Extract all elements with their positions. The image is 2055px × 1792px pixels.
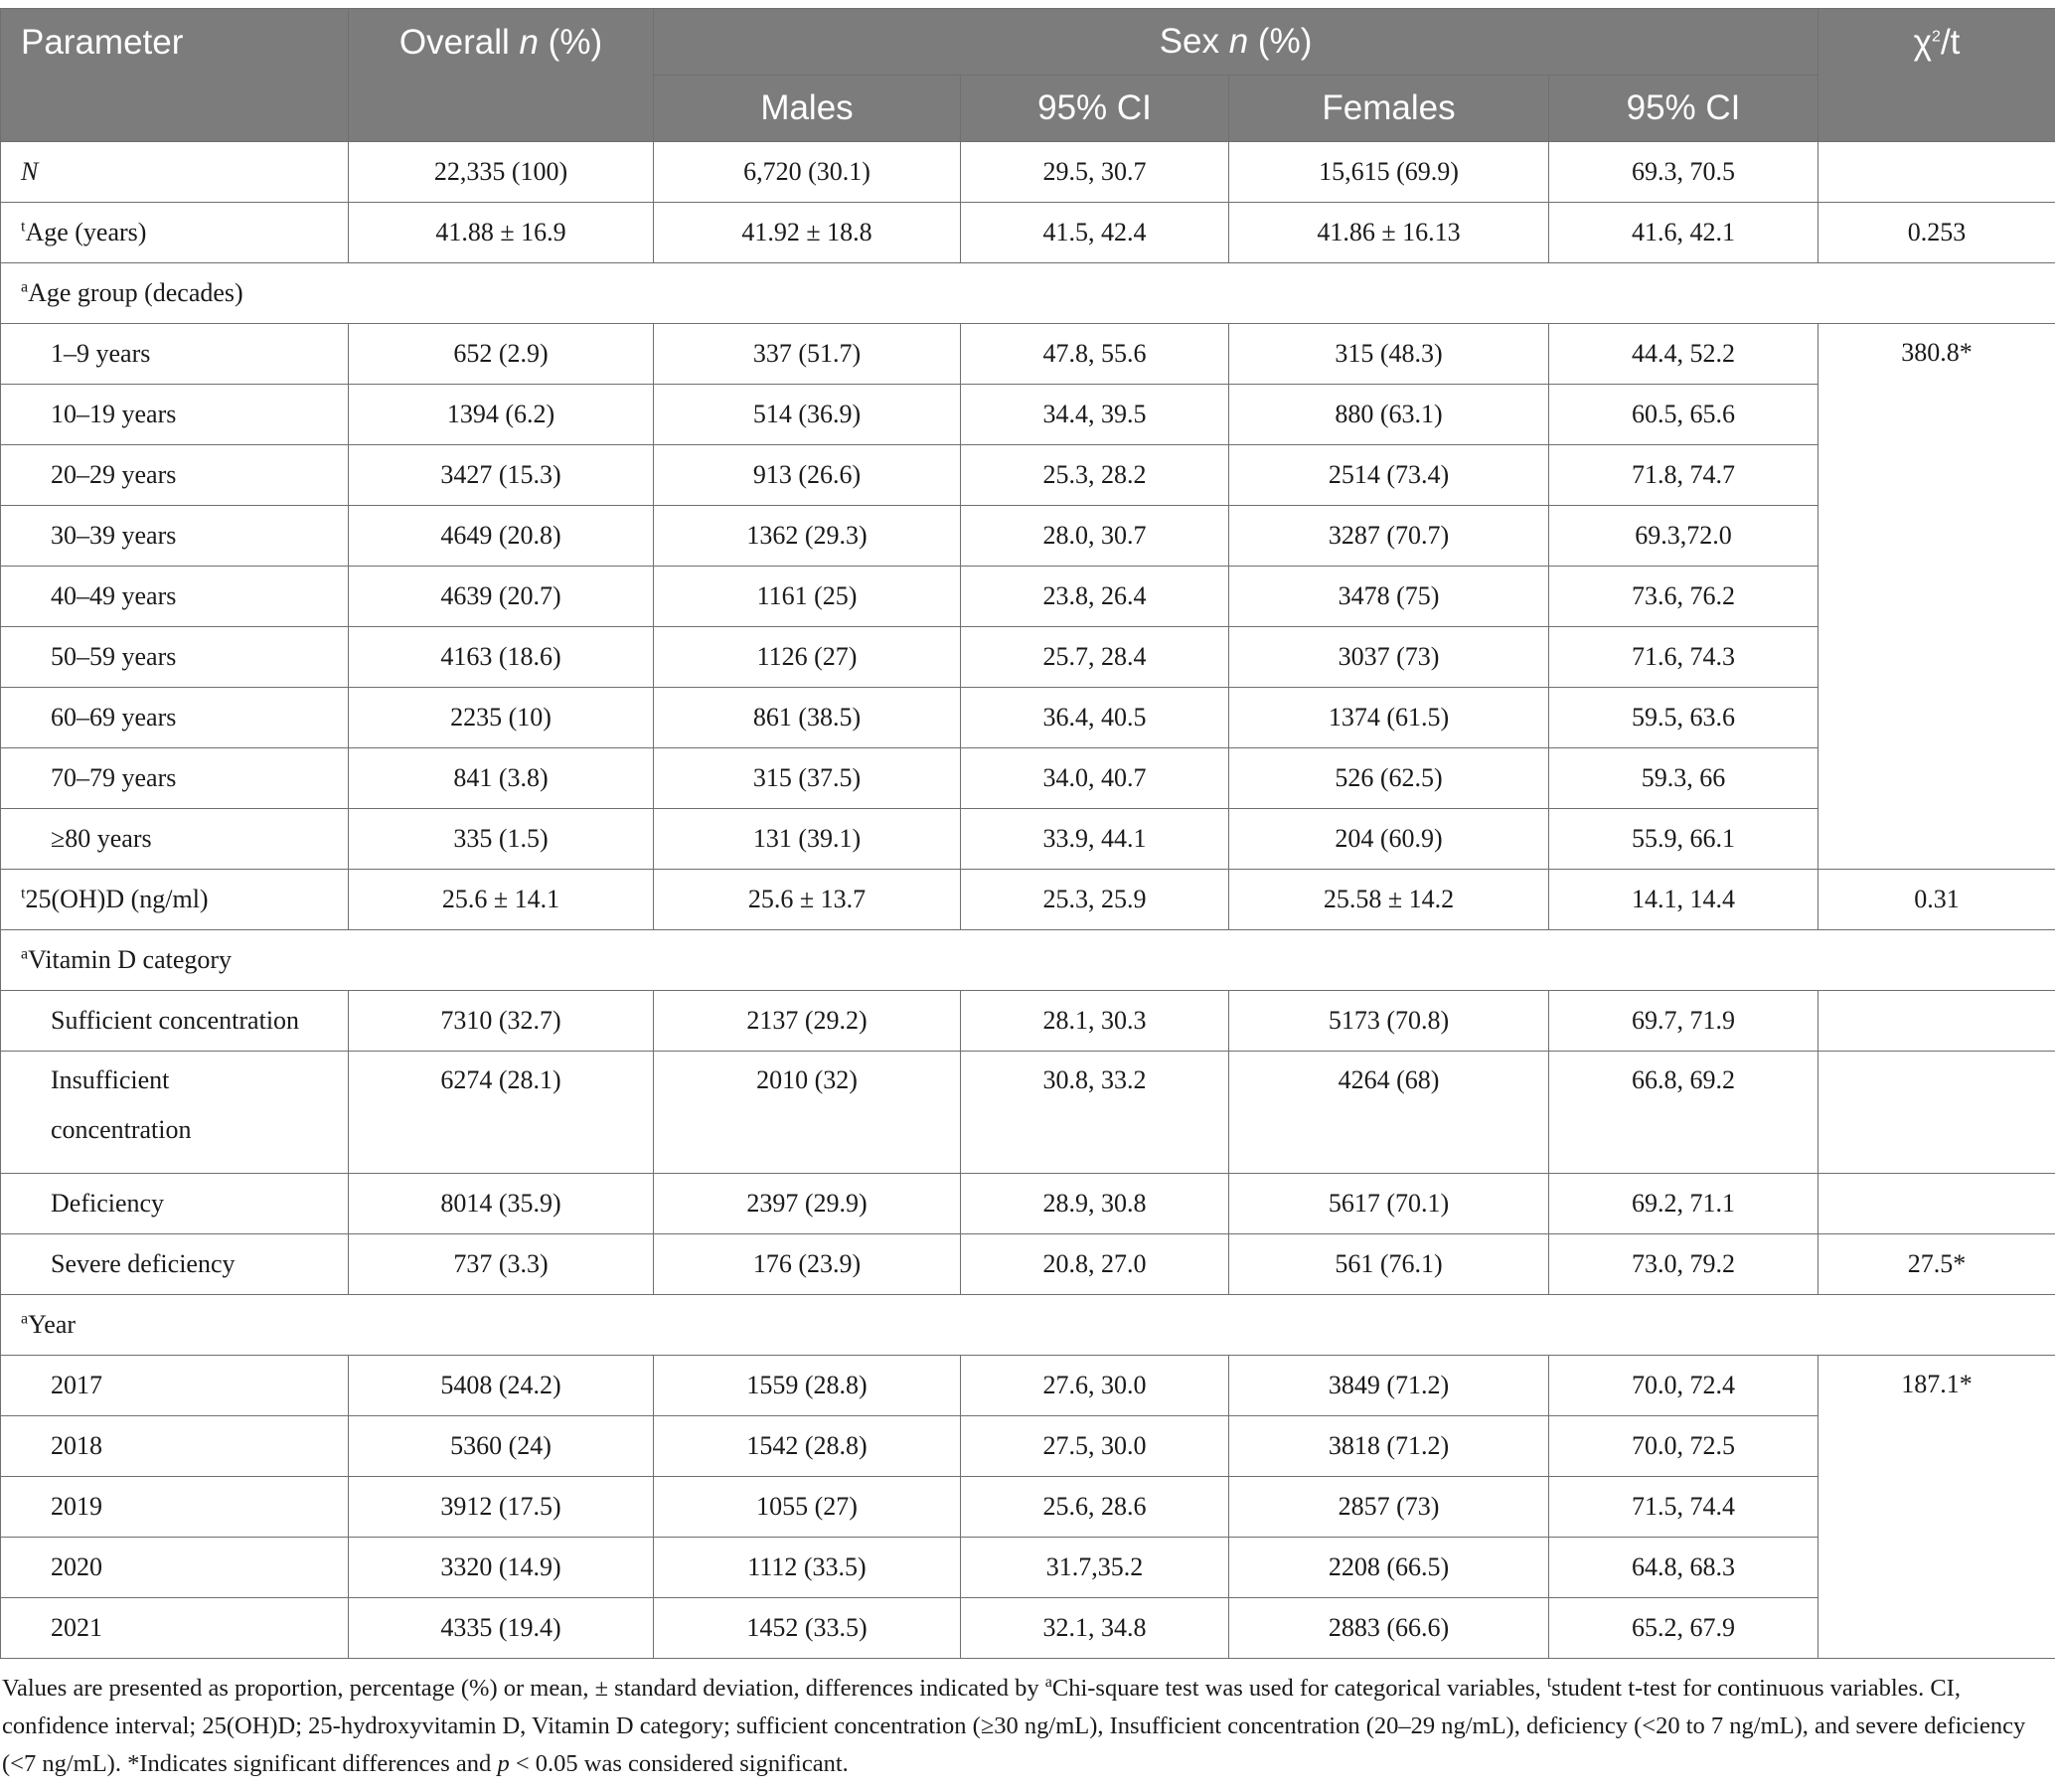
cell-ci-males: 41.5, 42.4 bbox=[961, 203, 1229, 263]
table-header bbox=[1, 9, 2055, 142]
cell-females: 4264 (68) bbox=[1229, 1052, 1549, 1174]
row-label: 60–69 years bbox=[1, 688, 349, 748]
section-label: $^a$Year bbox=[1, 1295, 2055, 1356]
row-label: 2021 bbox=[1, 1598, 349, 1659]
header-parameter: Parameter bbox=[1, 9, 349, 142]
cell-males: 176 (23.9) bbox=[654, 1234, 961, 1295]
cell-males: 1161 (25) bbox=[654, 567, 961, 627]
cell-ci-females: 66.8, 69.2 bbox=[1549, 1052, 1818, 1174]
cell-females: 5173 (70.8) bbox=[1229, 991, 1549, 1052]
row-label: ≥80 years bbox=[1, 809, 349, 870]
cell-ci-males: 23.8, 26.4 bbox=[961, 567, 1229, 627]
cell-ci-females: 73.6, 76.2 bbox=[1549, 567, 1818, 627]
cell-males: 1559 (28.8) bbox=[654, 1356, 961, 1416]
cell-overall: 8014 (35.9) bbox=[349, 1174, 654, 1234]
table-row bbox=[1, 870, 2055, 930]
cell-females: 2208 (66.5) bbox=[1229, 1538, 1549, 1598]
cell-ci-males: 29.5, 30.7 bbox=[961, 142, 1229, 203]
row-label: 1–9 years bbox=[1, 324, 349, 385]
cell-ci-females: 73.0, 79.2 bbox=[1549, 1234, 1818, 1295]
table-row bbox=[1, 1174, 2055, 1234]
table-row bbox=[1, 445, 2055, 506]
table-row bbox=[1, 1598, 2055, 1659]
row-label: 70–79 years bbox=[1, 748, 349, 809]
cell-ci-females: 69.3, 70.5 bbox=[1549, 142, 1818, 203]
row-label: Deficiency bbox=[1, 1174, 349, 1234]
cell-females: 41.86 ± 16.13 bbox=[1229, 203, 1549, 263]
table-row bbox=[1, 1477, 2055, 1538]
cell-overall: 841 (3.8) bbox=[349, 748, 654, 809]
cell-overall: 3912 (17.5) bbox=[349, 1477, 654, 1538]
cell-overall: 6274 (28.1) bbox=[349, 1052, 654, 1174]
cell-stat: 0.253 bbox=[1818, 203, 2055, 263]
cell-females: 25.58 ± 14.2 bbox=[1229, 870, 1549, 930]
cell-stat-age-group: 380.8* bbox=[1818, 324, 2055, 870]
cell-males: 315 (37.5) bbox=[654, 748, 961, 809]
row-label: 50–59 years bbox=[1, 627, 349, 688]
cell-stat bbox=[1818, 1052, 2055, 1174]
cell-ci-males: 36.4, 40.5 bbox=[961, 688, 1229, 748]
cell-males: 6,720 (30.1) bbox=[654, 142, 961, 203]
cell-overall: 3320 (14.9) bbox=[349, 1538, 654, 1598]
cell-males: 2137 (29.2) bbox=[654, 991, 961, 1052]
section-row-age-group bbox=[1, 263, 2055, 324]
table-row bbox=[1, 324, 2055, 385]
cell-overall: 4639 (20.7) bbox=[349, 567, 654, 627]
cell-males: 1542 (28.8) bbox=[654, 1416, 961, 1477]
table-row bbox=[1, 627, 2055, 688]
cell-males: 337 (51.7) bbox=[654, 324, 961, 385]
header-females: Females bbox=[1229, 76, 1549, 142]
row-label: $^t$Age (years) bbox=[1, 203, 349, 263]
cell-ci-males: 34.4, 39.5 bbox=[961, 385, 1229, 445]
cell-ci-females: 70.0, 72.5 bbox=[1549, 1416, 1818, 1477]
cell-ci-males: 31.7,35.2 bbox=[961, 1538, 1229, 1598]
header-males: Males bbox=[654, 76, 961, 142]
cell-females: 5617 (70.1) bbox=[1229, 1174, 1549, 1234]
header-ci-females: 95% CI bbox=[1549, 76, 1818, 142]
cell-females: 561 (76.1) bbox=[1229, 1234, 1549, 1295]
cell-stat bbox=[1818, 991, 2055, 1052]
row-label: Sufficient concentration bbox=[1, 991, 349, 1052]
cell-overall: 1394 (6.2) bbox=[349, 385, 654, 445]
cell-ci-males: 34.0, 40.7 bbox=[961, 748, 1229, 809]
cell-stat-year: 187.1* bbox=[1818, 1356, 2055, 1659]
cell-overall: 737 (3.3) bbox=[349, 1234, 654, 1295]
cell-females: 2883 (66.6) bbox=[1229, 1598, 1549, 1659]
row-label: N bbox=[1, 142, 349, 203]
cell-ci-females: 59.3, 66 bbox=[1549, 748, 1818, 809]
cell-ci-females: 64.8, 68.3 bbox=[1549, 1538, 1818, 1598]
section-row-vitamin-d bbox=[1, 930, 2055, 991]
cell-males: 2397 (29.9) bbox=[654, 1174, 961, 1234]
table-row bbox=[1, 748, 2055, 809]
cell-ci-females: 69.2, 71.1 bbox=[1549, 1174, 1818, 1234]
cell-females: 15,615 (69.9) bbox=[1229, 142, 1549, 203]
results-table bbox=[0, 8, 2055, 1659]
cell-females: 1374 (61.5) bbox=[1229, 688, 1549, 748]
cell-males: 131 (39.1) bbox=[654, 809, 961, 870]
cell-ci-males: 27.6, 30.0 bbox=[961, 1356, 1229, 1416]
cell-overall: 4163 (18.6) bbox=[349, 627, 654, 688]
cell-ci-females: 70.0, 72.4 bbox=[1549, 1356, 1818, 1416]
cell-ci-females: 55.9, 66.1 bbox=[1549, 809, 1818, 870]
cell-males: 913 (26.6) bbox=[654, 445, 961, 506]
cell-ci-males: 27.5, 30.0 bbox=[961, 1416, 1229, 1477]
section-label: $^a$Age group (decades) bbox=[1, 263, 2055, 324]
row-label: 20–29 years bbox=[1, 445, 349, 506]
cell-overall: 5408 (24.2) bbox=[349, 1356, 654, 1416]
cell-overall: 335 (1.5) bbox=[349, 809, 654, 870]
header-chi-t: $\chi^2/t$ bbox=[1818, 9, 2055, 142]
table-row bbox=[1, 1356, 2055, 1416]
table-row bbox=[1, 567, 2055, 627]
cell-ci-females: 69.3,72.0 bbox=[1549, 506, 1818, 567]
cell-males: 2010 (32) bbox=[654, 1052, 961, 1174]
cell-overall: 2235 (10) bbox=[349, 688, 654, 748]
cell-ci-males: 25.7, 28.4 bbox=[961, 627, 1229, 688]
cell-overall: 652 (2.9) bbox=[349, 324, 654, 385]
row-label: 30–39 years bbox=[1, 506, 349, 567]
cell-overall: 5360 (24) bbox=[349, 1416, 654, 1477]
cell-males: 514 (36.9) bbox=[654, 385, 961, 445]
cell-ci-females: 69.7, 71.9 bbox=[1549, 991, 1818, 1052]
cell-females: 3818 (71.2) bbox=[1229, 1416, 1549, 1477]
table-row bbox=[1, 142, 2055, 203]
cell-ci-females: 14.1, 14.4 bbox=[1549, 870, 1818, 930]
table-row bbox=[1, 1052, 2055, 1174]
cell-males: 1452 (33.5) bbox=[654, 1598, 961, 1659]
section-row-year bbox=[1, 1295, 2055, 1356]
cell-ci-females: 44.4, 52.2 bbox=[1549, 324, 1818, 385]
cell-ci-males: 30.8, 33.2 bbox=[961, 1052, 1229, 1174]
cell-stat: 27.5* bbox=[1818, 1234, 2055, 1295]
cell-ci-females: 60.5, 65.6 bbox=[1549, 385, 1818, 445]
row-label: 10–19 years bbox=[1, 385, 349, 445]
table-footnote: Values are presented as proportion, percentage (%) or mean, ± standard deviation, differences indicated by $^a$Chi-square test was used for categorical variables, $^t$student t-test for continuous variables. CI, confidence interval; 25(OH)D; 25-hydroxyvitamin D, Vitamin D category; sufficient concentration (≥30 ng/mL), Insufficient concentration (20–29 ng/mL), deficiency (<20 to 7 ng/mL), and severe deficiency (<7 ng/mL). *Indicates significant differences and p < 0.05 was considered significant. bbox=[2, 1673, 2026, 1777]
cell-males: 861 (38.5) bbox=[654, 688, 961, 748]
cell-males: 41.92 ± 18.8 bbox=[654, 203, 961, 263]
row-label: 2017 bbox=[1, 1356, 349, 1416]
table-row bbox=[1, 688, 2055, 748]
cell-ci-males: 32.1, 34.8 bbox=[961, 1598, 1229, 1659]
table-row bbox=[1, 1538, 2055, 1598]
row-label: 40–49 years bbox=[1, 567, 349, 627]
cell-overall: 25.6 ± 14.1 bbox=[349, 870, 654, 930]
cell-ci-males: 33.9, 44.1 bbox=[961, 809, 1229, 870]
cell-females: 2514 (73.4) bbox=[1229, 445, 1549, 506]
cell-ci-males: 28.0, 30.7 bbox=[961, 506, 1229, 567]
cell-overall: 4335 (19.4) bbox=[349, 1598, 654, 1659]
row-label: 2019 bbox=[1, 1477, 349, 1538]
cell-ci-females: 65.2, 67.9 bbox=[1549, 1598, 1818, 1659]
table-row bbox=[1, 1234, 2055, 1295]
cell-females: 2857 (73) bbox=[1229, 1477, 1549, 1538]
cell-ci-males: 20.8, 27.0 bbox=[961, 1234, 1229, 1295]
cell-females: 3849 (71.2) bbox=[1229, 1356, 1549, 1416]
cell-overall: 22,335 (100) bbox=[349, 142, 654, 203]
cell-females: 3478 (75) bbox=[1229, 567, 1549, 627]
cell-overall: 3427 (15.3) bbox=[349, 445, 654, 506]
table-row bbox=[1, 506, 2055, 567]
cell-stat bbox=[1818, 1174, 2055, 1234]
cell-ci-males: 25.3, 25.9 bbox=[961, 870, 1229, 930]
cell-females: 526 (62.5) bbox=[1229, 748, 1549, 809]
cell-females: 315 (48.3) bbox=[1229, 324, 1549, 385]
cell-ci-females: 71.6, 74.3 bbox=[1549, 627, 1818, 688]
cell-males: 1112 (33.5) bbox=[654, 1538, 961, 1598]
row-label: Severe deficiency bbox=[1, 1234, 349, 1295]
cell-males: 1055 (27) bbox=[654, 1477, 961, 1538]
cell-ci-males: 47.8, 55.6 bbox=[961, 324, 1229, 385]
table-row bbox=[1, 203, 2055, 263]
cell-females: 880 (63.1) bbox=[1229, 385, 1549, 445]
cell-females: 3287 (70.7) bbox=[1229, 506, 1549, 567]
table-row bbox=[1, 385, 2055, 445]
cell-females: 3037 (73) bbox=[1229, 627, 1549, 688]
cell-males: 25.6 ± 13.7 bbox=[654, 870, 961, 930]
cell-ci-males: 25.6, 28.6 bbox=[961, 1477, 1229, 1538]
cell-males: 1126 (27) bbox=[654, 627, 961, 688]
row-label: Insufficient concentration bbox=[1, 1052, 349, 1174]
cell-ci-males: 28.1, 30.3 bbox=[961, 991, 1229, 1052]
table-row bbox=[1, 1416, 2055, 1477]
row-label: 2018 bbox=[1, 1416, 349, 1477]
cell-ci-females: 71.5, 74.4 bbox=[1549, 1477, 1818, 1538]
row-label: 2020 bbox=[1, 1538, 349, 1598]
row-label: $^t$25(OH)D (ng/ml) bbox=[1, 870, 349, 930]
cell-overall: 4649 (20.8) bbox=[349, 506, 654, 567]
header-ci-males: 95% CI bbox=[961, 76, 1229, 142]
cell-stat: 0.31 bbox=[1818, 870, 2055, 930]
cell-overall: 7310 (32.7) bbox=[349, 991, 654, 1052]
cell-ci-males: 28.9, 30.8 bbox=[961, 1174, 1229, 1234]
table-row bbox=[1, 809, 2055, 870]
cell-females: 204 (60.9) bbox=[1229, 809, 1549, 870]
table-row bbox=[1, 991, 2055, 1052]
cell-overall: 41.88 ± 16.9 bbox=[349, 203, 654, 263]
cell-ci-females: 41.6, 42.1 bbox=[1549, 203, 1818, 263]
cell-males: 1362 (29.3) bbox=[654, 506, 961, 567]
cell-ci-females: 71.8, 74.7 bbox=[1549, 445, 1818, 506]
header-overall: Overall n (%) bbox=[349, 9, 654, 142]
cell-stat bbox=[1818, 142, 2055, 203]
header-sex: Sex n (%) bbox=[654, 9, 1818, 76]
section-label: $^a$Vitamin D category bbox=[1, 930, 2055, 991]
cell-ci-females: 59.5, 63.6 bbox=[1549, 688, 1818, 748]
cell-ci-males: 25.3, 28.2 bbox=[961, 445, 1229, 506]
